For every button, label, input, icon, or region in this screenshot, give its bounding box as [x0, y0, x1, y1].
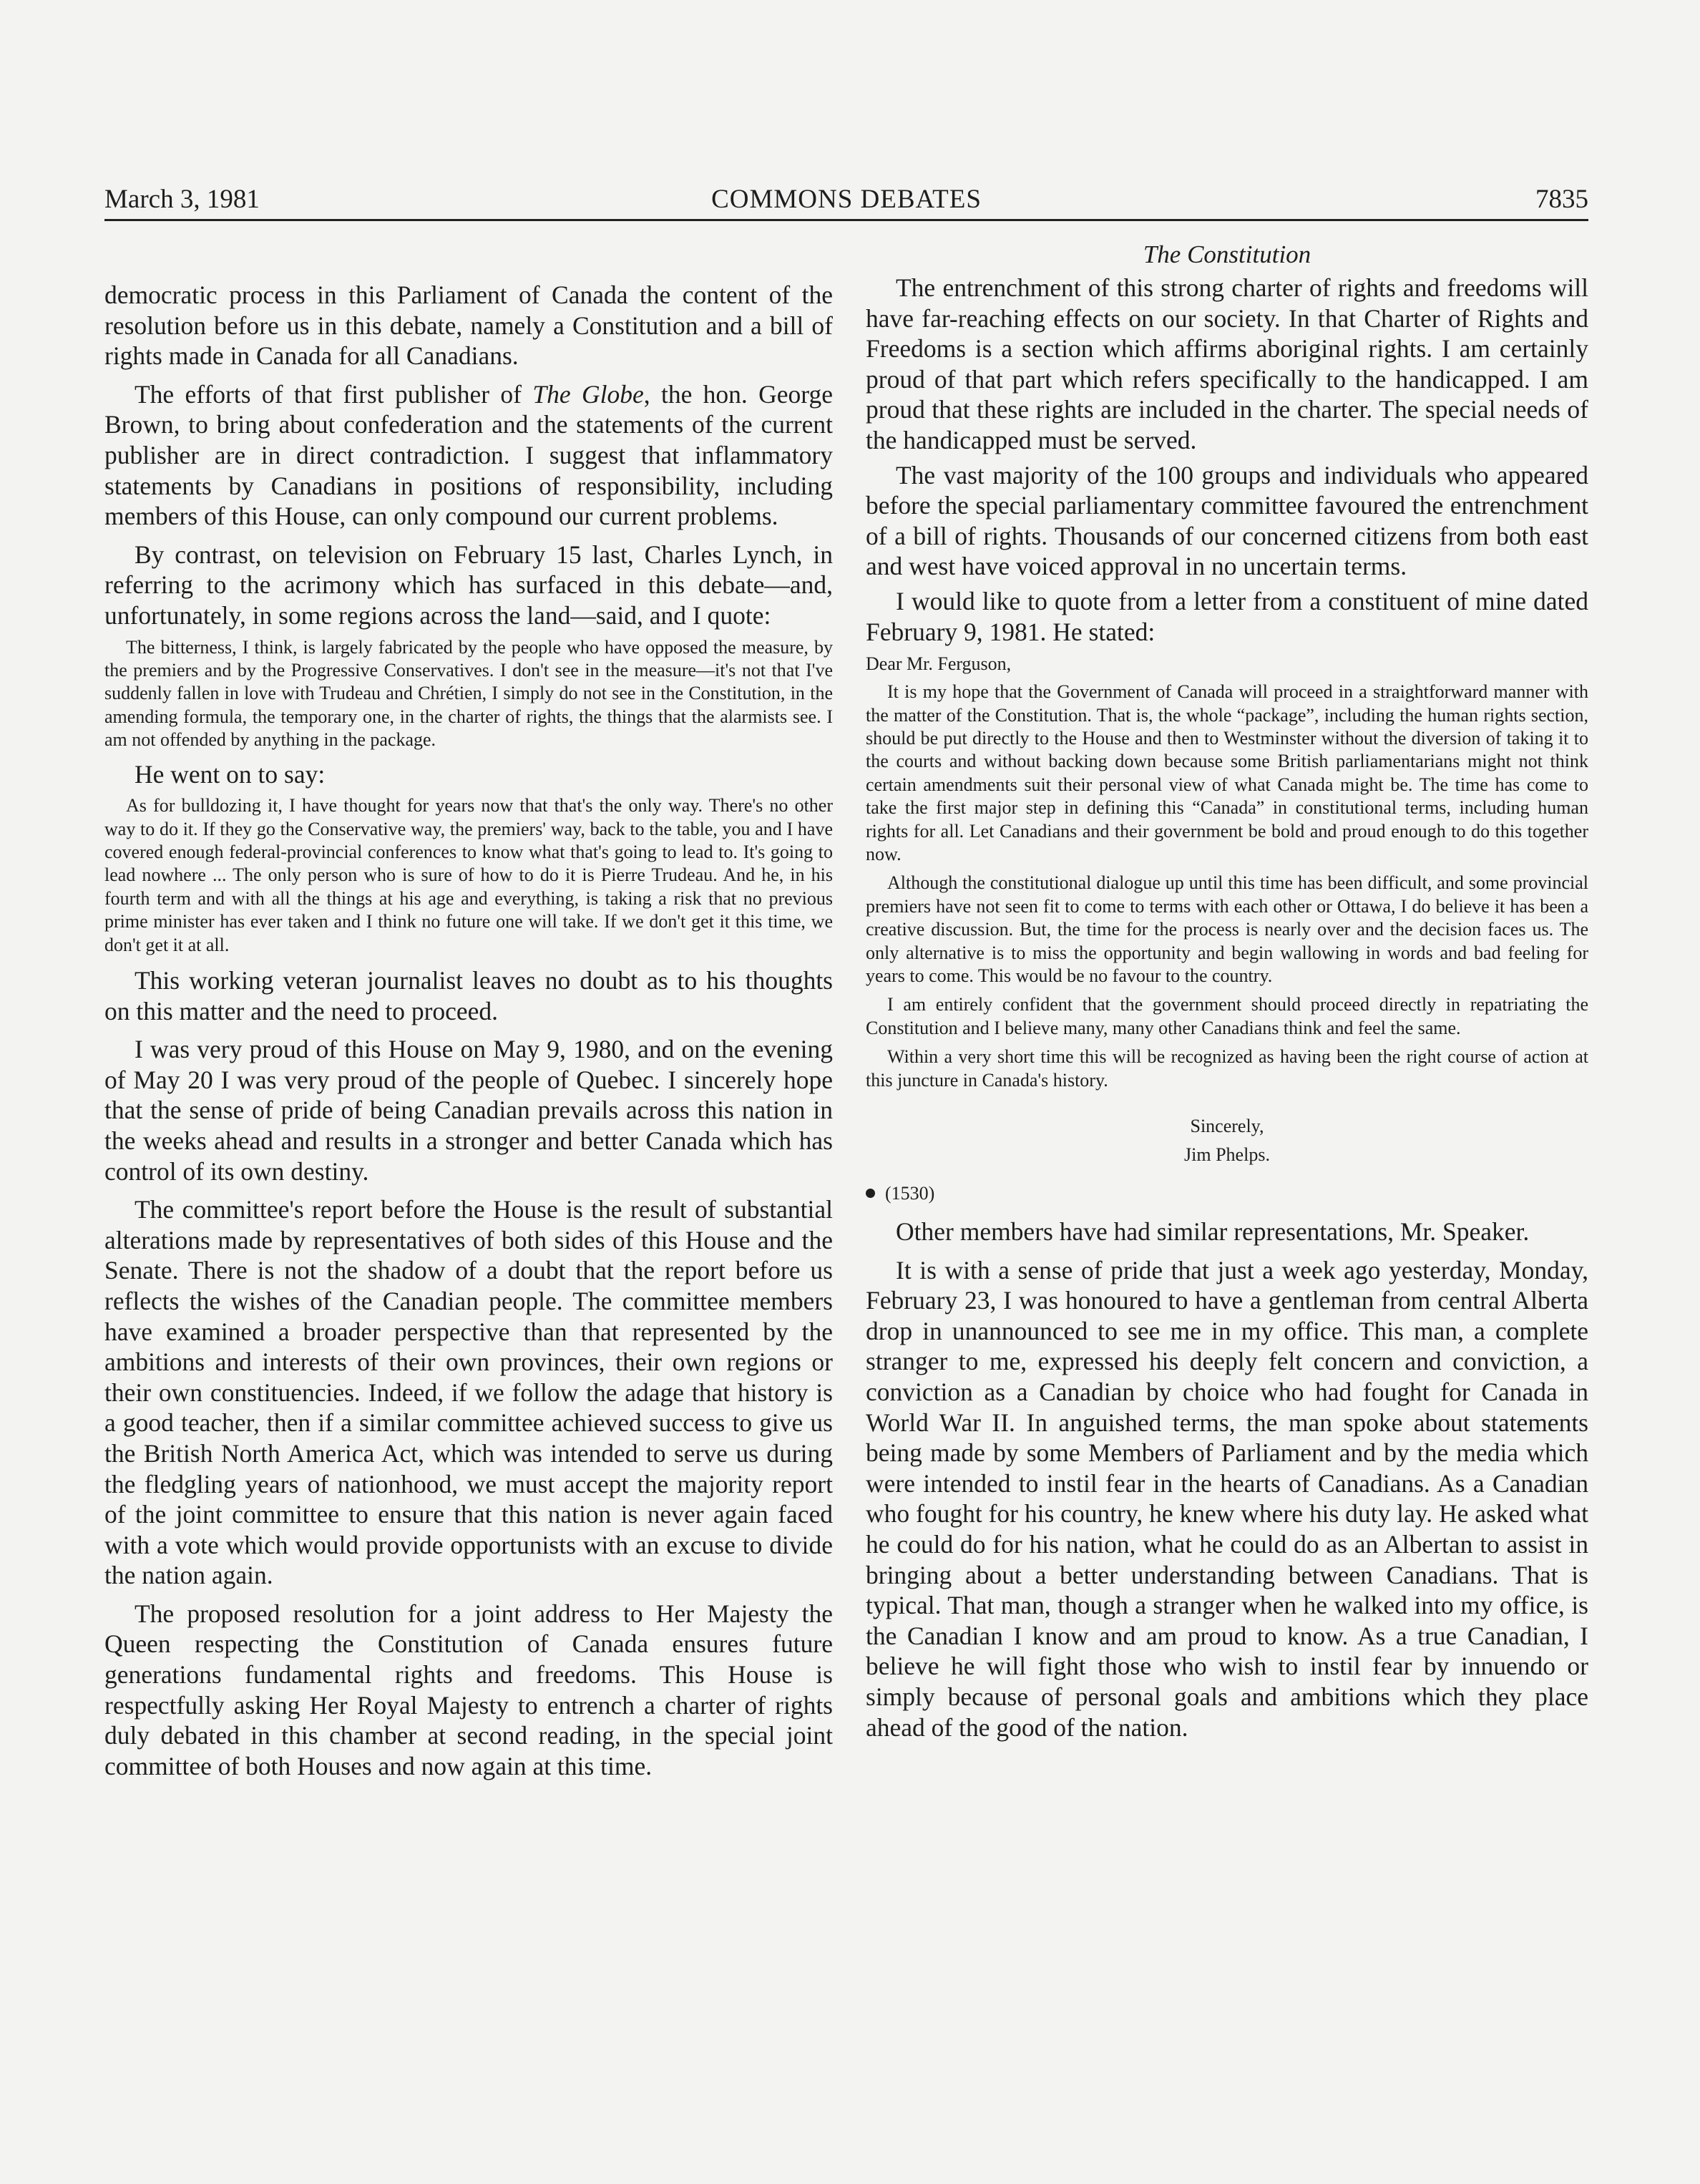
- paragraph: Other members have had similar representations, Mr. Speaker.: [896, 1217, 1530, 1247]
- newspaper-title: The Globe: [532, 379, 644, 409]
- paragraph: The efforts of that first publisher of The Globe, the hon. George Brown, to bring about confederation and the statements of the current publisher are in direct contradiction. I suggest that inflammatory statements by Canadians in positions of responsibility, including members of this House, can only compound our current problems.: [104, 379, 833, 531]
- block-quote: The bitterness, I think, is largely fabricated by the people who have opposed the measure, by the premiers and by the Progressive Conservatives. I don't see in the measure—it's not that I've suddenly fallen in love with Trudeau and Chrétien, I simply do not see in the Constitution, in the amending formula, the temporary one, in the charter of rights, the things that the alarmists see. I am not offended by anything in the package.: [104, 636, 833, 751]
- letter-signature: Jim Phelps.: [1184, 1144, 1270, 1166]
- paragraph: The committee's report before the House is the result of substantial alterations made by representatives of both sides of this House and the Senate. There is not the shadow of a doubt that the report before us reflects the wishes of the Canadian people. The committee members have examined a broader perspective than that represented by the ambitions and interests of their own provinces, their own regions or their own constituencies. Indeed, if we follow the adage that history is a good teacher, then if a similar committee achieved success to give us the British North America Act, which was intended to serve us during the fledgling years of nationhood, we must accept the majority report of the joint committee to ensure that this nation is never again faced with a vote which would provide opportunists with an excuse to divide the nation again.: [104, 1195, 833, 1590]
- bullet-icon: [866, 1189, 875, 1198]
- right-column: [866, 240, 1588, 1742]
- letter-salutation: Dear Mr. Ferguson,: [866, 653, 1012, 675]
- page-header: [104, 183, 1588, 221]
- paragraph: This working veteran journalist leaves no doubt as to his thoughts on this matter and the need to proceed.: [104, 966, 833, 1025]
- time-marker: (1530): [866, 1182, 1588, 1205]
- header-page-number: 7835: [1535, 185, 1588, 214]
- header-date: March 3, 1981: [104, 185, 260, 214]
- block-quote: As for bulldozing it, I have thought for years now that that's the only way. There's no other way to do it. If they go the Conservative way, the premiers' way, back to the table, you and I have covered enough federal-provincial conferences to know what that's going to lead to. It's going to lead nowhere ... The only person who is sure of how to do it is Pierre Trudeau. And he, in his fourth term and with all the things at his age and everything, is taking a risk that no previous prime minister has ever taken and I think no future one will take. If we don't get it this time, we don't get it at all.: [104, 795, 833, 955]
- paragraph: It is with a sense of pride that just a week ago yesterday, Monday, February 23, I was honoured to have a gentleman from central Alberta drop in unannounced to see me in my office. This man, a complete stranger to me, expressed his deeply felt concern and conviction, a conviction as a Canadian by choice who had fought for Canada in World War II. In anguished terms, the man spoke about statements being made by some Members of Parliament and by the media which were intended to instil fear in the hearts of Canadians. As a Canadian who fought for his country, he knew where his duty lay. He asked what he could do for his nation, what he could do as an Albertan to assist in bringing about a better understanding between Canadians. That is typical. That man, though a stranger when he walked into my office, is the Canadian I know and am proud to know. As a true Canadian, I believe he will fight those who wish to instil fear by innuendo or simply because of personal goals and ambitions which they place ahead of the good of the nation.: [866, 1255, 1588, 1742]
- paragraph: democratic process in this Parliament of Canada the content of the resolution before us in this debate, namely a Constitution and a bill of rights made in Canada for all Canadians.: [104, 281, 833, 371]
- paragraph: The proposed resolution for a joint address to Her Majesty the Queen respecting the Constitution of Canada ensures future generations fundamental rights and freedoms. This House is respectfully asking Her Royal Majesty to entrench a charter of rights duly debated in this chamber at second reading, in the special joint committee of both Houses and now again at this time.: [104, 1599, 833, 1780]
- letter-paragraph: It is my hope that the Government of Canada will proceed in a straightforward manner with the matter of the Constitution. That is, the whole “package”, including the human rights section, should be put directly to the House and then to Westminster without the diversion of taking it to the courts and without backing down because some British parliamentarians might not think certain amendments suit their personal view of what Canada might be. The time has come to take the first major step in defining this “Canada” in constitutional terms, including human rights for all. Let Canadians and their government be bold and proud enough to do this together now.: [866, 681, 1588, 864]
- letter-closing: Sincerely,: [1190, 1116, 1264, 1137]
- paragraph: I was very proud of this House on May 9, 1980, and on the evening of May 20 I was very proud of the people of Quebec. I sincerely hope that the sense of pride of being Canadian prevails across this nation in the weeks ahead and results in a stronger and better Canada which has control of its own destiny.: [104, 1035, 833, 1186]
- paragraph: By contrast, on television on February 15 last, Charles Lynch, in referring to the acrimony which has surfaced in this debate—and, unfortunately, in some regions across the land—said, and I quote:: [104, 540, 833, 630]
- paragraph: I would like to quote from a letter from a constituent of mine dated February 9, 1981. He stated:: [866, 586, 1588, 646]
- left-column: [104, 240, 833, 1781]
- paragraph: He went on to say:: [135, 759, 326, 789]
- header-publication: COMMONS DEBATES: [711, 185, 982, 214]
- paragraph: The vast majority of the 100 groups and individuals who appeared before the special parliamentary committee favoured the entrenchment of a bill of rights. Thousands of our concerned citizens from both east and west have voiced approval in no uncertain terms.: [866, 460, 1588, 581]
- section-title: The Constitution: [1143, 240, 1311, 268]
- letter-paragraph: Within a very short time this will be recognized as having been the right course of action at this juncture in Canada's history.: [866, 1046, 1588, 1091]
- letter-paragraph: Although the constitutional dialogue up until this time has been difficult, and some provincial premiers have not seen fit to come to terms with each other or Ottawa, I do believe it has been a creative discussion. But, the time for the process is nearly over and the decision faces us. The only alternative is to miss the opportunity and begin wallowing in words and bad feeling for years to come. This would be no favour to the country.: [866, 872, 1588, 986]
- paragraph: The entrenchment of this strong charter of rights and freedoms will have far-reaching effects on our society. In that Charter of Rights and Freedoms is a section which affirms aboriginal rights. I am certainly proud of that part which refers specifically to the handicapped. I am proud that these rights are included in the charter. The special needs of the handicapped must be served.: [866, 273, 1588, 454]
- letter-paragraph: I am entirely confident that the government should proceed directly in repatriating the Constitution and I believe many, many other Canadians think and feel the same.: [866, 994, 1588, 1038]
